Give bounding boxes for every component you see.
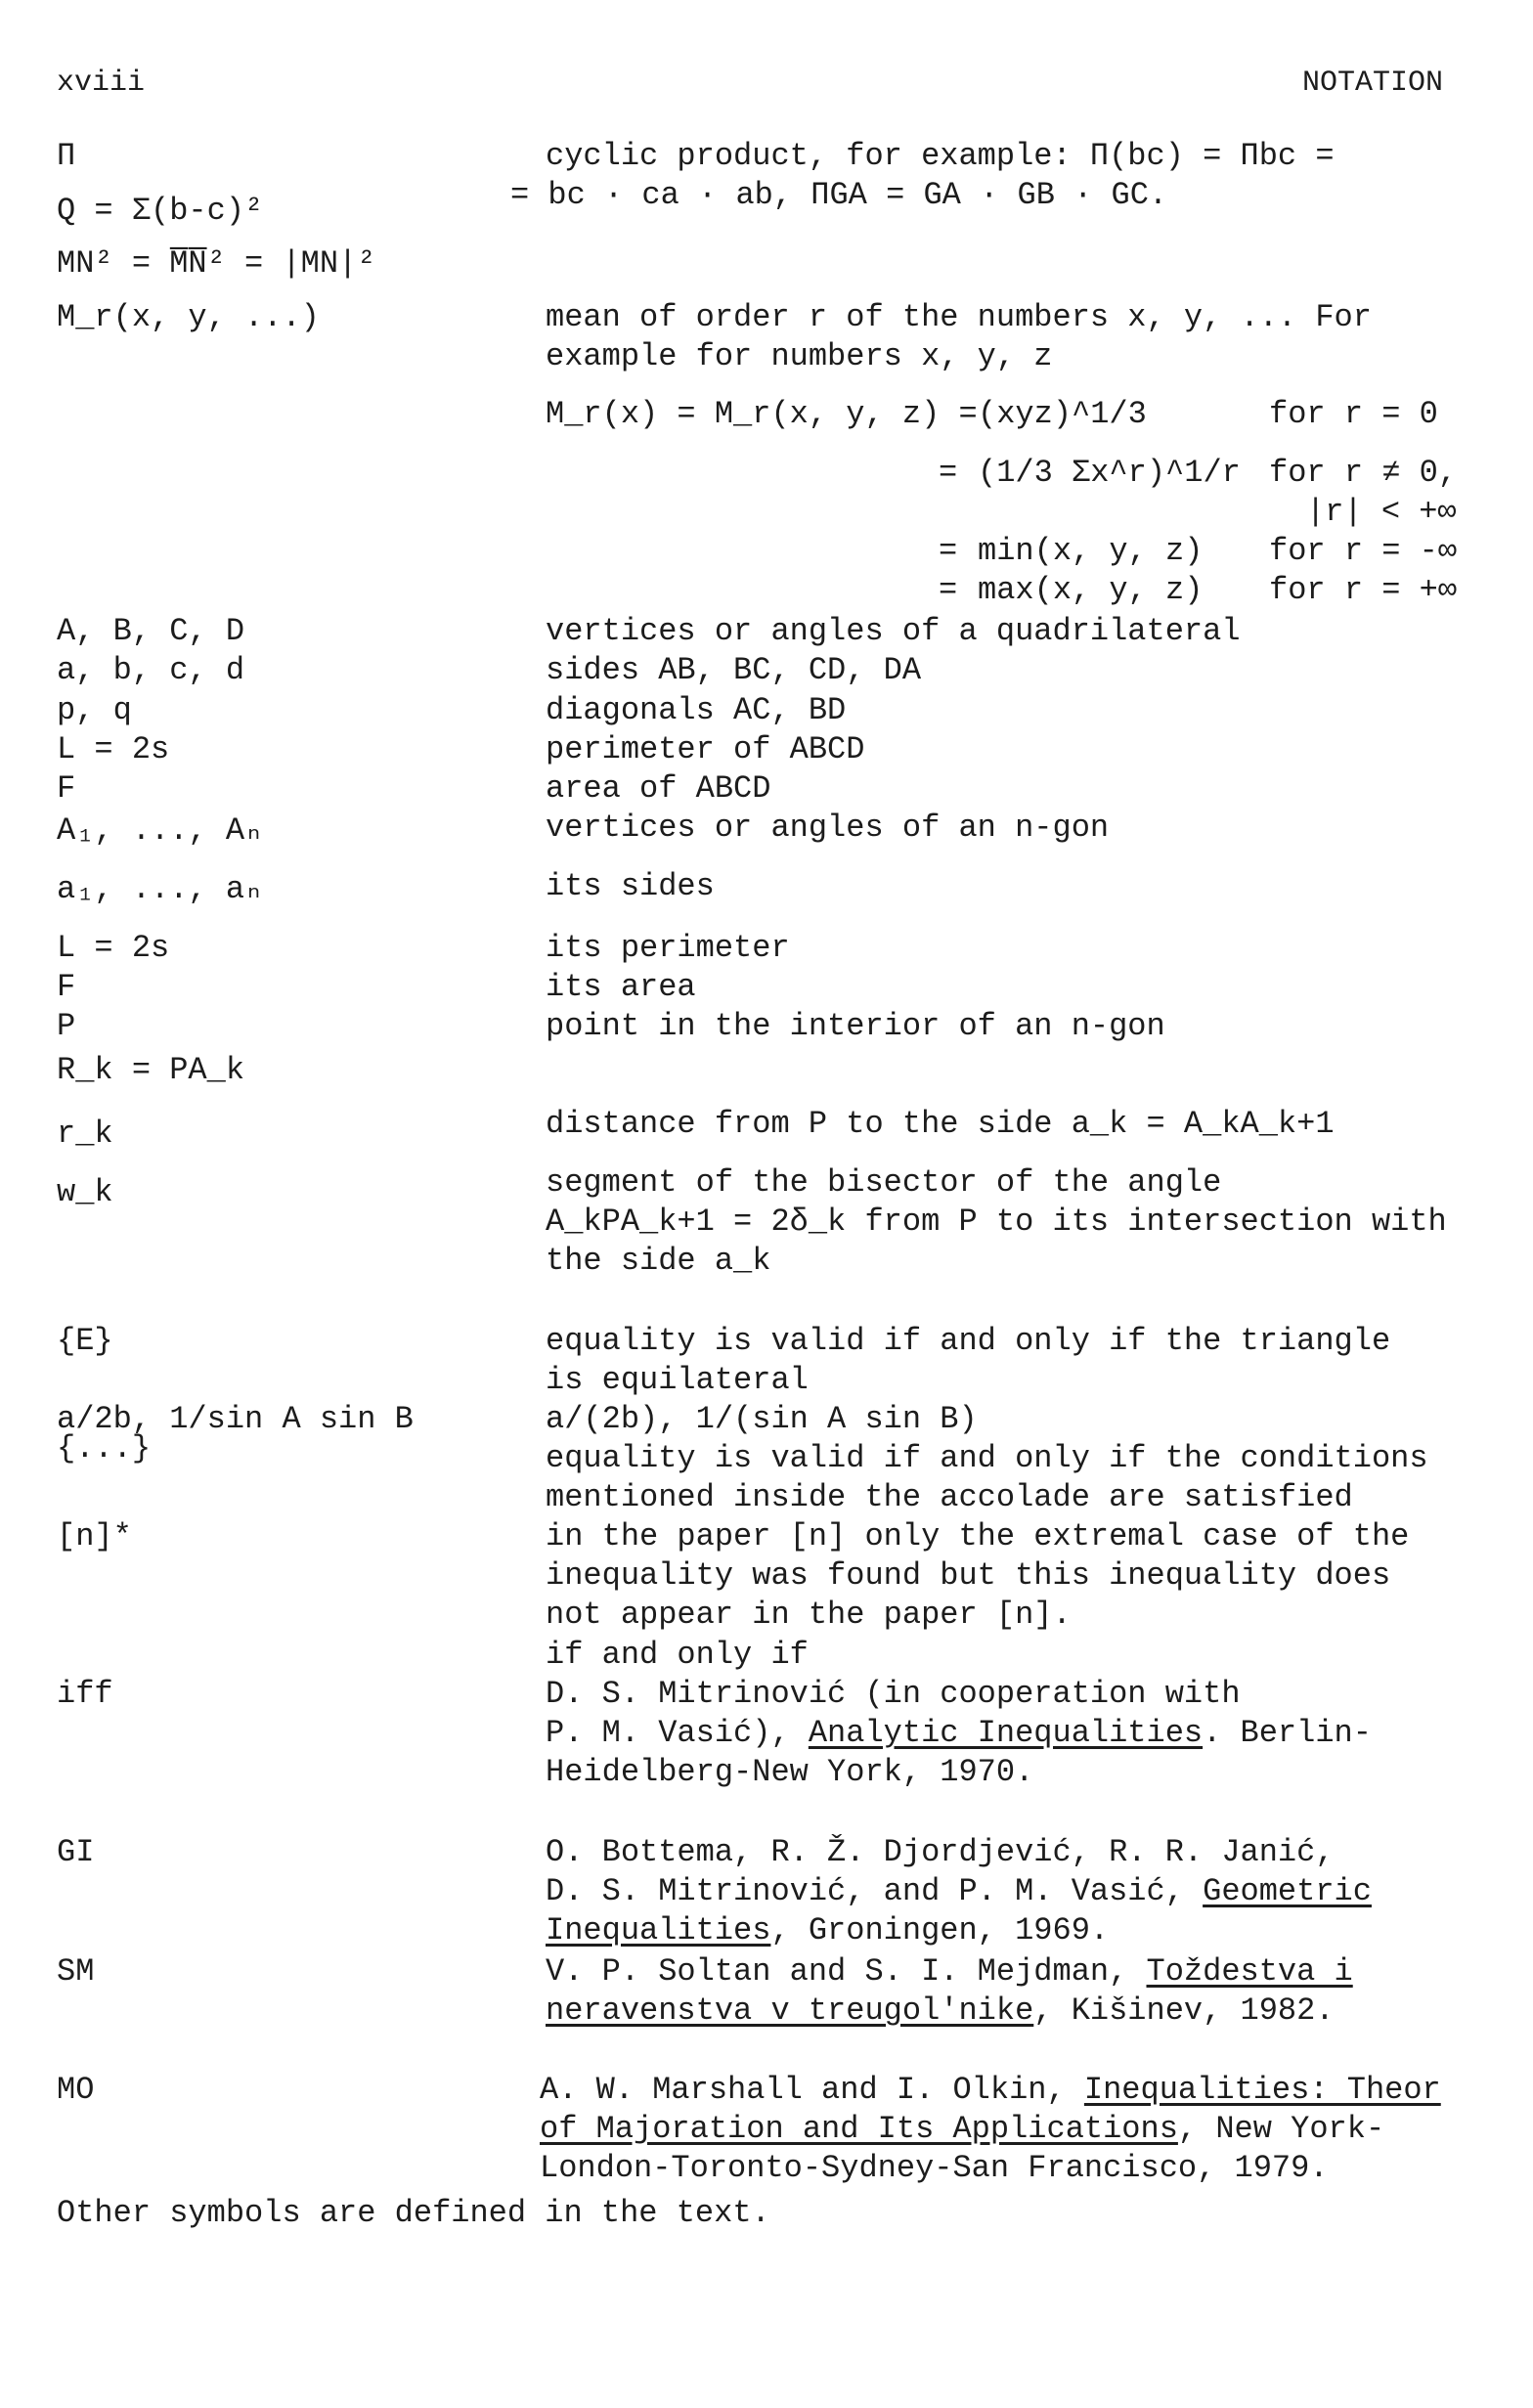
- symbol-paper-star: [n]*: [57, 1518, 132, 1554]
- symbol-iff: iff: [57, 1676, 113, 1712]
- desc-sides-quad: sides AB, BC, CD, DA: [546, 652, 922, 688]
- desc-area-ngon: its area: [546, 969, 696, 1005]
- desc-cyclic-example: = bc · ca · ab, ΠGA = GA · GB · GC.: [510, 177, 1168, 213]
- section-heading: NOTATION: [1302, 66, 1444, 100]
- mean-eq-max: =: [939, 572, 958, 608]
- desc-vertices-ngon: vertices or angles of an n-gon: [546, 810, 1110, 846]
- symbol-rk-lower: r_k: [57, 1116, 113, 1152]
- mean-eq-1: =: [939, 455, 958, 491]
- ref-mo-title-1: Inequalities: Theor: [1083, 2072, 1441, 2108]
- desc-iff: if and only if: [546, 1637, 809, 1673]
- symbol-wk: w_k: [57, 1174, 113, 1210]
- ref-mo-line1: A. W. Marshall and I. Olkin, Inequalities: Theor: [540, 2072, 1441, 2108]
- desc-area-quad: area of ABCD: [546, 770, 771, 807]
- desc-point-p: point in the interior of an n-gon: [546, 1008, 1165, 1044]
- ref-ai-line1: D. S. Mitrinović (in cooperation with: [546, 1676, 1241, 1712]
- symbol-q: Q = Σ(b-c)²: [57, 193, 264, 229]
- desc-diagonals: diagonals AC, BD: [546, 692, 847, 728]
- mean-formula-lhs: M_r(x) = M_r(x, y, z) =: [546, 396, 978, 432]
- symbol-equilateral: {E}: [57, 1323, 113, 1359]
- symbol-rk-upper: R_k = PA_k: [57, 1052, 245, 1088]
- ref-gi-line2: D. S. Mitrinović, and P. M. Vasić, Geometric: [546, 1873, 1372, 1909]
- page-number: xviii: [57, 66, 146, 100]
- symbol-accolade: {...}: [57, 1430, 152, 1467]
- symbol-area-quad: F: [57, 770, 76, 807]
- symbol-sides-quad: a, b, c, d: [57, 652, 245, 688]
- mean-formula-max: max(x, y, z): [978, 572, 1204, 608]
- symbol-mo: MO: [57, 2072, 95, 2108]
- symbol-mn: MN² = M̅N̅² = |MN|²: [57, 245, 376, 282]
- symbol-perimeter-quad: L = 2s: [57, 731, 170, 767]
- footer-note: Other symbols are defined in the text.: [57, 2195, 770, 2231]
- mean-formula-geometric: (xyz)^1/3: [978, 396, 1147, 432]
- ref-sm-title-1: Toždestva i: [1146, 1953, 1353, 1990]
- desc-cyclic-product: cyclic product, for example: Π(bc) = Πbc =: [546, 138, 1335, 174]
- symbol-sides-ngon: a₁, ..., aₙ: [57, 871, 264, 907]
- mean-eq-min: =: [939, 533, 958, 569]
- mean-cond-nonzero: for r ≠ 0,: [1269, 455, 1458, 491]
- symbol-fraction-notation: a/2b, 1/sin A sin B: [57, 1401, 414, 1437]
- ref-ai-title: Analytic Inequalities: [808, 1715, 1204, 1751]
- desc-perimeter-quad: perimeter of ABCD: [546, 731, 865, 767]
- desc-equilateral: equality is valid if and only if the triangle is equilateral: [546, 1323, 1391, 1398]
- mean-cond-finite: |r| < +∞: [1306, 494, 1457, 530]
- ref-sm-title-2: neravenstva v treugol'nike: [546, 1992, 1034, 2029]
- symbol-pi: Π: [57, 138, 76, 174]
- ref-gi-title-1: Geometric: [1203, 1873, 1372, 1909]
- mean-cond-pos-inf: for r = +∞: [1269, 572, 1458, 608]
- desc-paper-star: in the paper [n] only the extremal case of the inequality was found but this inequality does not appear in the paper [n].: [546, 1518, 1410, 1633]
- symbol-sm: SM: [57, 1953, 95, 1990]
- ref-gi-line3: Inequalities, Groningen, 1969.: [546, 1912, 1110, 1948]
- desc-mean: mean of order r of the numbers x, y, ... For example for numbers x, y, z: [546, 299, 1372, 374]
- symbol-vertices-ngon: A₁, ..., Aₙ: [57, 812, 264, 849]
- desc-accolade: equality is valid if and only if the conditions mentioned inside the accolade are satisfied: [546, 1440, 1428, 1515]
- symbol-vertices-quad: A, B, C, D: [57, 613, 245, 649]
- mean-formula-min: min(x, y, z): [978, 533, 1204, 569]
- symbol-area-ngon: F: [57, 969, 76, 1005]
- symbol-gi: GI: [57, 1834, 95, 1870]
- ref-mo-line2: of Majoration and Its Applications, New York-: [540, 2111, 1385, 2147]
- desc-vertices-quad: vertices or angles of a quadrilateral: [546, 613, 1241, 649]
- symbol-point-p: P: [57, 1008, 76, 1044]
- symbol-mean: M_r(x, y, ...): [57, 299, 320, 335]
- desc-perimeter-ngon: its perimeter: [546, 930, 790, 966]
- ref-gi-line1: O. Bottema, R. Ž. Djordjević, R. R. Janić,: [546, 1834, 1335, 1870]
- mean-cond-neg-inf: for r = -∞: [1269, 533, 1458, 569]
- ref-mo-line3: London-Toronto-Sydney-San Francisco, 1979.: [540, 2150, 1329, 2186]
- ref-ai-line2: P. M. Vasić), Analytic Inequalities. Berlin-: [546, 1715, 1372, 1751]
- symbol-diagonals: p, q: [57, 692, 132, 728]
- desc-bisector: segment of the bisector of the angle A_kPA_k+1 = 2δ_k from P to its intersection with the side a_k: [546, 1164, 1447, 1279]
- ref-mo-title-2: of Majoration and Its Applications: [540, 2111, 1178, 2147]
- mean-formula-power: (1/3 Σx^r)^1/r: [978, 455, 1241, 491]
- desc-distance: distance from P to the side a_k = A_kA_k+1: [546, 1106, 1335, 1142]
- ref-gi-title-2: Inequalities: [546, 1912, 771, 1948]
- symbol-perimeter-ngon: L = 2s: [57, 930, 170, 966]
- ref-ai-line3: Heidelberg-New York, 1970.: [546, 1754, 1034, 1790]
- ref-sm-line2: neravenstva v treugol'nike, Kišinev, 1982.: [546, 1992, 1335, 2029]
- ref-sm-line1: V. P. Soltan and S. I. Mejdman, Toždestva i: [546, 1953, 1353, 1990]
- desc-fraction-notation: a/(2b), 1/(sin A sin B): [546, 1401, 978, 1437]
- mean-cond-zero: for r = 0: [1269, 396, 1438, 432]
- desc-sides-ngon: its sides: [546, 868, 715, 904]
